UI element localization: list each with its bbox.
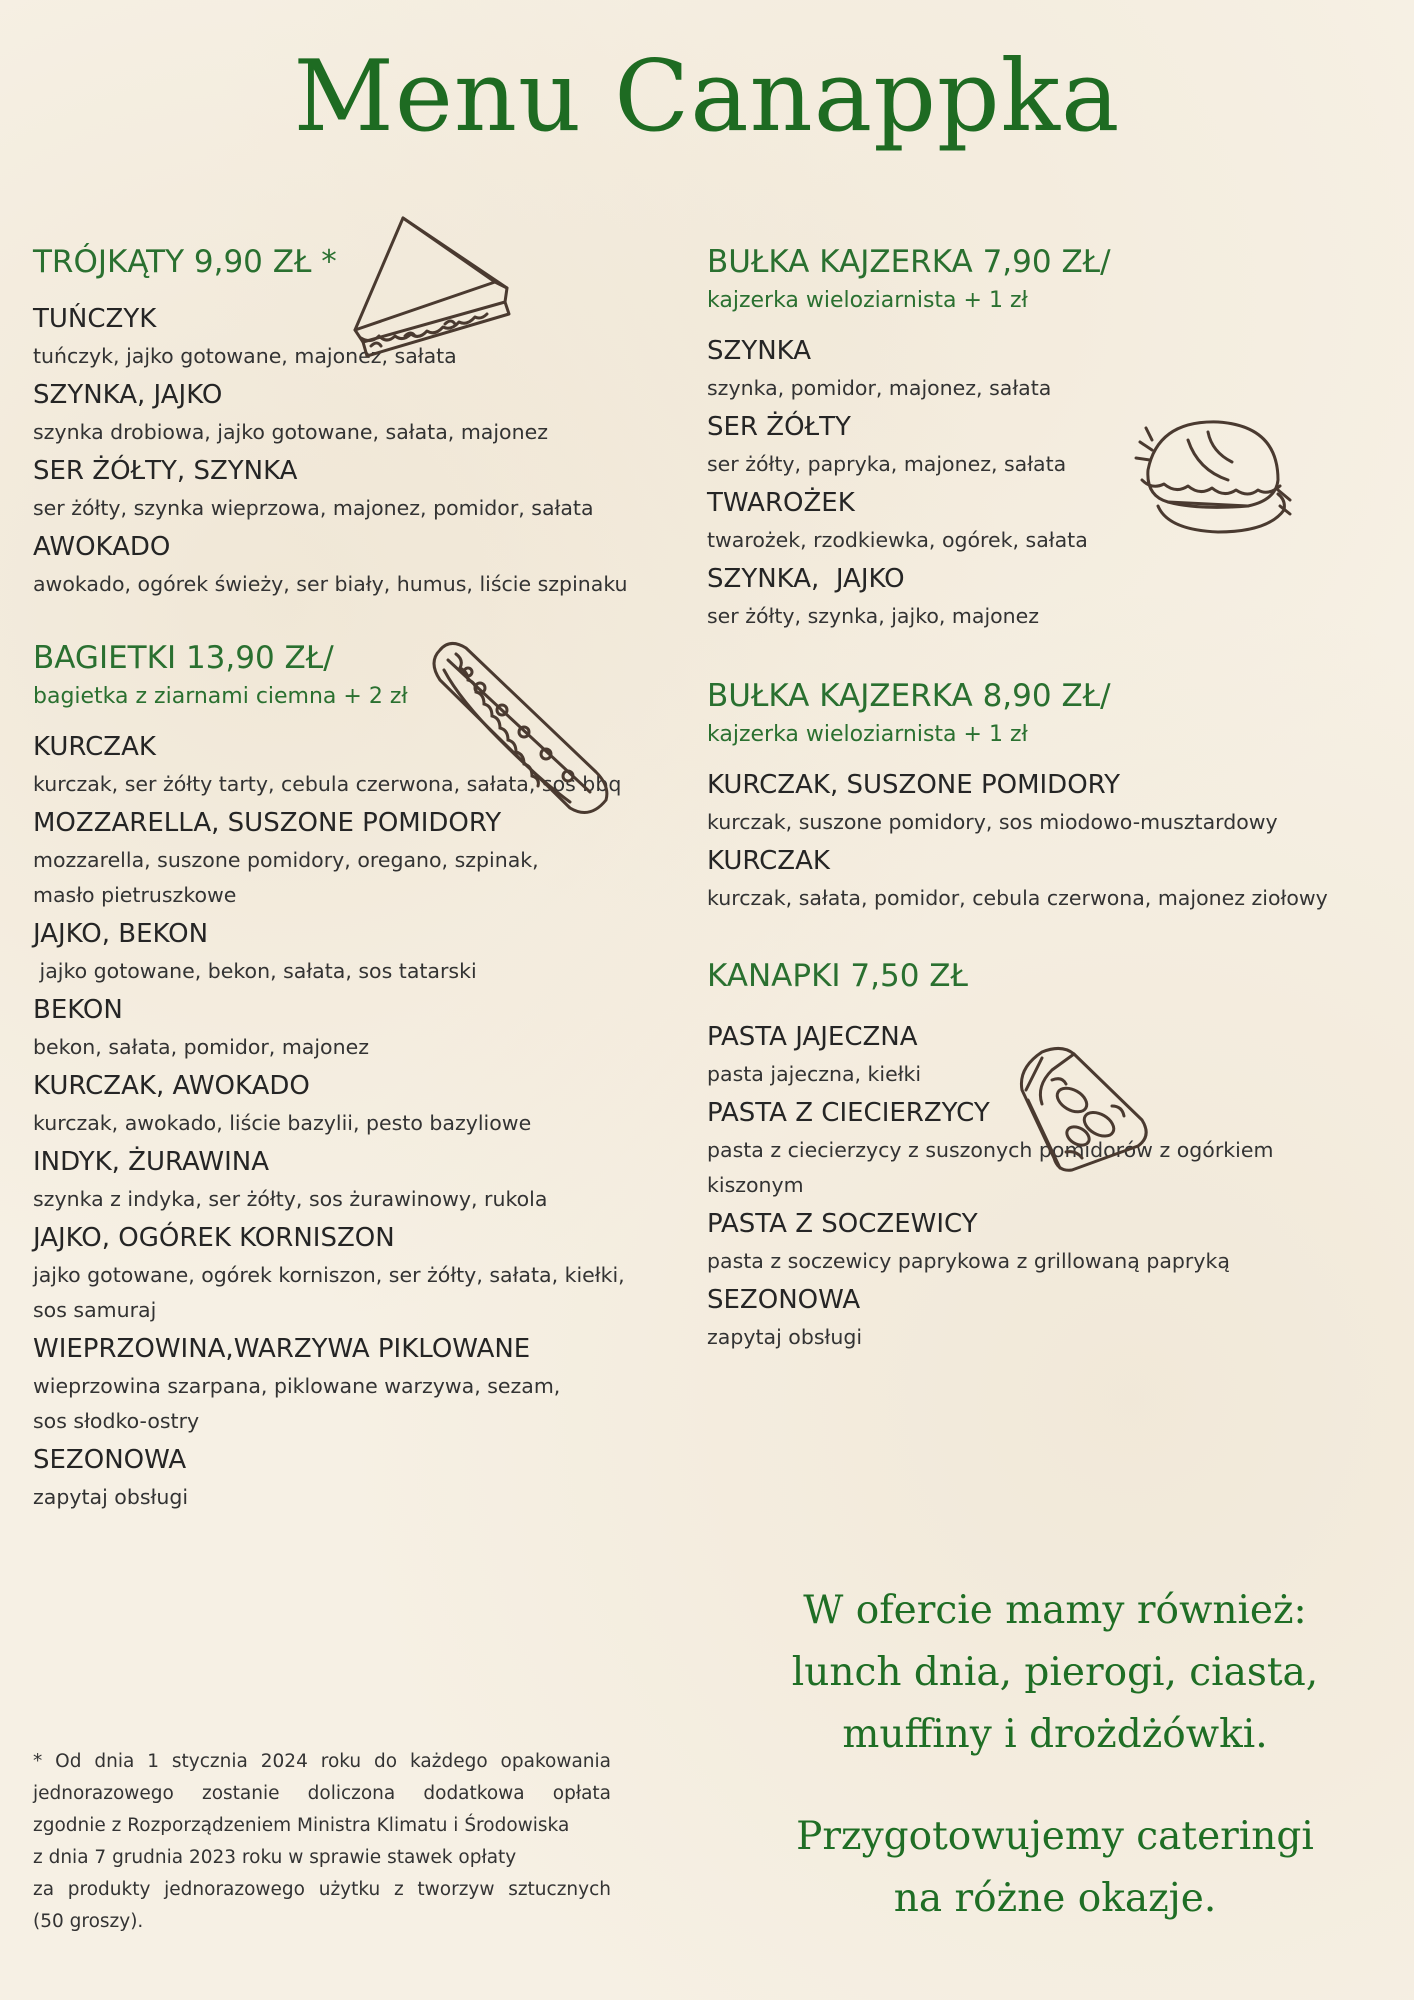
menu-item (33, 1219, 673, 1328)
menu-item (33, 1143, 673, 1217)
item-desc: szynka drobiowa, jajko gotowane, sałata, majonez (33, 420, 548, 444)
triangle-sandwich-icon (345, 210, 515, 360)
section-subheading: kajzerka wieloziarnista + 1 zł (707, 288, 1028, 313)
section-heading: BAGIETKI 13,90 ZŁ/ (33, 640, 334, 676)
footnote-line: (50 groszy). (33, 1911, 144, 1932)
menu-item (33, 915, 673, 989)
item-name: KURCZAK, SUSZONE POMIDORY (707, 770, 1120, 800)
item-desc: szynka z indyka, ser żółty, sos żurawinowy, rukola (33, 1187, 548, 1211)
menu-item (33, 804, 673, 913)
item-desc: kurczak, suszone pomidory, sos miodowo-musztardowy (707, 810, 1278, 834)
footnote-line: jednorazowego zostanie doliczona dodatkowa opłata (33, 1783, 611, 1804)
footnote-line: z dnia 7 grudnia 2023 roku w sprawie stawek opłaty (33, 1847, 517, 1868)
item-desc: awokado, ogórek świeży, ser biały, humus, liście szpinaku (33, 572, 628, 596)
item-name: SZYNKA (707, 336, 812, 366)
item-desc: pasta z soczewicy paprykowa z grillowaną papryką (707, 1249, 1230, 1273)
item-desc: bekon, sałata, pomidor, majonez (33, 1035, 369, 1059)
offer-line: lunch dnia, pierogi, ciasta, (791, 1650, 1319, 1695)
menu-item (33, 452, 673, 526)
section-heading: KANAPKI 7,50 ZŁ (707, 958, 968, 994)
section-heading: BUŁKA KAJZERKA 8,90 ZŁ/ (707, 678, 1111, 714)
item-desc: mozzarella, suszone pomidory, oregano, szpinak, masło pietruszkowe (33, 848, 539, 907)
item-name: SEZONOWA (707, 1285, 861, 1315)
item-name: SER ŻÓŁTY (707, 412, 851, 442)
item-name: KURCZAK (33, 732, 156, 762)
item-name: SZYNKA, JAJKO (707, 564, 905, 594)
item-name: PASTA Z CIECIERZYCY (707, 1098, 990, 1128)
item-desc: szynka, pomidor, majonez, sałata (707, 376, 1052, 400)
item-desc: twarożek, rzodkiewka, ogórek, sałata (707, 528, 1088, 552)
item-desc: jajko gotowane, ogórek korniszon, ser żółty, sałata, kiełki, sos samuraj (33, 1263, 625, 1322)
item-name: KURCZAK, AWOKADO (33, 1071, 310, 1101)
item-desc: zapytaj obsługi (33, 1485, 189, 1509)
item-desc: ser żółty, szynka wieprzowa, majonez, pomidor, sałata (33, 496, 594, 520)
item-name: PASTA Z SOCZEWICY (707, 1209, 978, 1239)
baguette-icon (420, 640, 620, 820)
item-desc: kurczak, sałata, pomidor, cebula czerwona, majonez ziołowy (707, 886, 1328, 910)
item-name: MOZZARELLA, SUSZONE POMIDORY (33, 808, 502, 838)
section-subheading: bagietka z ziarnami ciemna + 2 zł (33, 684, 408, 709)
menu-item (707, 766, 1387, 840)
menu-item (707, 560, 1387, 634)
item-desc: kurczak, awokado, liście bazylii, pesto bazyliowe (33, 1111, 532, 1135)
menu-item (707, 842, 1387, 916)
item-desc: zapytaj obsługi (707, 1325, 863, 1349)
item-name: INDYK, ŻURAWINA (33, 1147, 270, 1177)
menu-item (33, 376, 673, 450)
item-desc: pasta z ciecierzycy z suszonych pomidorów z ogórkiem kiszonym (707, 1138, 1274, 1197)
menu-item (33, 991, 673, 1065)
menu-item (33, 1330, 673, 1439)
section-subheading: kajzerka wieloziarnista + 1 zł (707, 722, 1028, 747)
item-desc: jajko gotowane, bekon, sałata, sos tatarski (33, 959, 477, 983)
footnote (33, 1746, 611, 1938)
left-column (33, 240, 673, 1541)
catering-line: Przygotowujemy cateringi (796, 1814, 1314, 1859)
item-name: BEKON (33, 995, 123, 1025)
item-desc: kurczak, ser żółty tarty, cebula czerwona, sałata, sos bbq (33, 772, 622, 796)
item-name: TUŃCZYK (33, 304, 157, 334)
offer-line: muffiny i drożdżówki. (842, 1712, 1268, 1757)
footnote-line: * Od dnia 1 stycznia 2024 roku do każdego opakowania (33, 1751, 611, 1772)
item-name: SEZONOWA (33, 1445, 187, 1475)
item-name: JAJKO, OGÓREK KORNISZON (33, 1223, 395, 1253)
item-desc: wieprzowina szarpana, piklowane warzywa, sezam, sos słodko-ostry (33, 1374, 561, 1433)
page-title: Menu Canappka (293, 40, 1121, 154)
item-name: TWAROŻEK (707, 488, 855, 518)
item-desc: ser żółty, papryka, majonez, sałata (707, 452, 1067, 476)
item-name: SER ŻÓŁTY, SZYNKA (33, 456, 298, 486)
item-desc: tuńczyk, jajko gotowane, majonez, sałata (33, 344, 457, 368)
menu-item (33, 1067, 673, 1141)
item-name: AWOKADO (33, 532, 171, 562)
section-kajzerka-890 (707, 674, 1387, 916)
offer-heading: W ofercie mamy również: (803, 1588, 1307, 1633)
catering-line: na różne okazje. (893, 1876, 1217, 1921)
item-desc: pasta jajeczna, kiełki (707, 1062, 922, 1086)
menu-item (33, 1441, 673, 1515)
item-name: KURCZAK (707, 846, 830, 876)
section-heading: BUŁKA KAJZERKA 7,90 ZŁ/ (707, 244, 1111, 280)
item-desc: ser żółty, szynka, jajko, majonez (707, 604, 1040, 628)
menu-item (707, 1281, 1387, 1355)
section-heading: TRÓJKĄTY 9,90 ZŁ * (33, 244, 337, 280)
footnote-line: zgodnie z Rozporządzeniem Ministra Klimatu i Środowiska (33, 1815, 570, 1836)
footnote-line: za produkty jednorazowego użytku z tworzyw sztucznych (33, 1879, 611, 1900)
item-name: WIEPRZOWINA,WARZYWA PIKLOWANE (33, 1334, 531, 1364)
bun-sandwich-icon (1128, 410, 1298, 540)
menu-item (707, 1205, 1387, 1279)
offer-box (735, 1580, 1375, 1930)
toast-sandwich-icon (1012, 1040, 1162, 1190)
menu-item (33, 528, 673, 602)
item-name: SZYNKA, JAJKO (33, 380, 223, 410)
item-name: PASTA JAJECZNA (707, 1022, 918, 1052)
menu-item (707, 332, 1387, 406)
item-name: JAJKO, BEKON (33, 919, 209, 949)
